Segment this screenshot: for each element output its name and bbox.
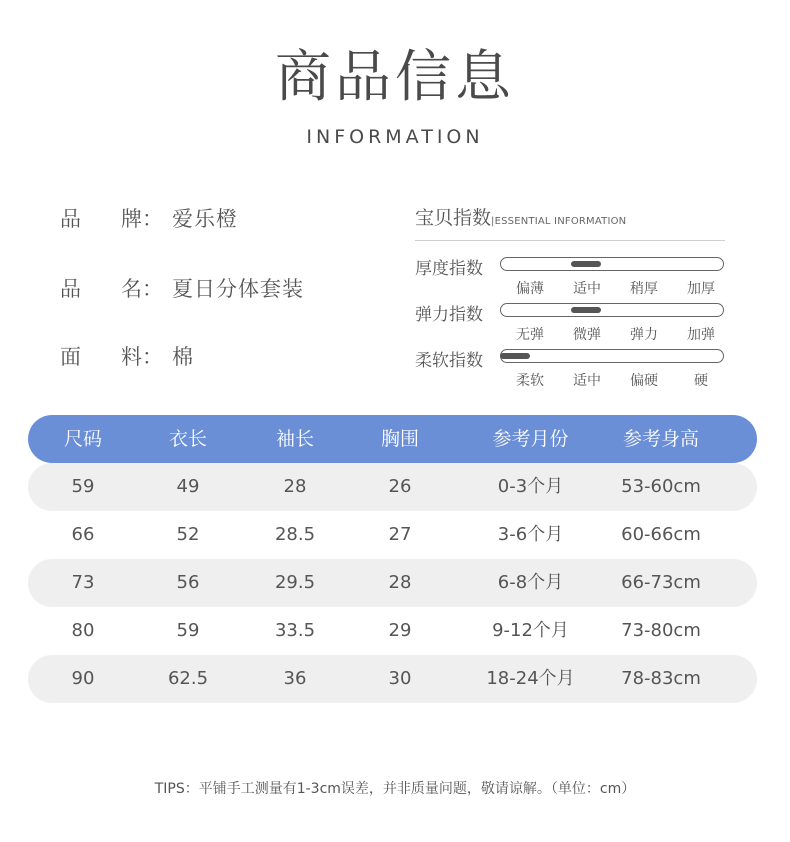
table-cell: 66 <box>71 524 95 545</box>
header-cell: 参考月份 <box>492 428 569 450</box>
table-row <box>28 655 757 703</box>
index-option: 加弹 <box>687 327 715 343</box>
info-label-a: 品 <box>60 277 81 301</box>
table-cell: 9-12个月 <box>492 620 569 641</box>
table-cell: 26 <box>388 476 412 497</box>
table-cell: 33.5 <box>274 620 316 641</box>
index-name: 柔软指数 <box>415 351 483 371</box>
table-cell: 28 <box>388 572 412 593</box>
table-cell: 27 <box>388 524 412 545</box>
info-label-a: 面 <box>60 345 81 369</box>
page-subtitle: INFORMATION <box>306 126 484 148</box>
index-track <box>500 303 724 317</box>
table-cell: 59 <box>71 476 95 497</box>
info-label <box>60 341 172 371</box>
table-cell: 3-6个月 <box>497 524 564 545</box>
header-cell: 尺码 <box>63 428 102 450</box>
table-cell: 6-8个月 <box>497 572 564 593</box>
table-cell: 29 <box>388 620 412 641</box>
table-cell: 30 <box>388 668 412 689</box>
info-label <box>60 273 172 303</box>
index-option: 硬 <box>694 373 708 389</box>
table-cell: 80 <box>71 620 95 641</box>
header-cell: 衣长 <box>168 428 207 450</box>
info-label <box>60 203 172 233</box>
info-material <box>60 341 194 371</box>
index-header <box>415 203 725 241</box>
header-cell: 胸围 <box>380 428 419 450</box>
index-option: 偏硬 <box>630 373 658 389</box>
table-cell: 28 <box>283 476 307 497</box>
info-value: 棉 <box>172 345 194 369</box>
index-option: 偏薄 <box>516 281 544 297</box>
table-row <box>28 559 757 607</box>
table-cell: 52 <box>176 524 200 545</box>
table-cell: 18-24个月 <box>486 668 575 689</box>
table-cell: 49 <box>176 476 200 497</box>
index-knob <box>500 353 530 359</box>
index-option: 加厚 <box>687 281 715 297</box>
info-brand <box>60 203 238 233</box>
tips-note: TIPS：平铺手工测量有1-3cm误差，并非质量问题，敬请谅解。（单位：cm） <box>154 781 636 797</box>
info-label-b: 牌： <box>121 207 163 231</box>
index-option: 无弹 <box>516 327 544 343</box>
info-product-name <box>60 273 304 303</box>
index-title: 宝贝指数 <box>415 207 492 229</box>
table-cell: 78-83cm <box>621 668 701 689</box>
table-cell: 36 <box>283 668 307 689</box>
table-cell: 56 <box>176 572 200 593</box>
table-cell: 28.5 <box>274 524 316 545</box>
index-options <box>500 370 730 390</box>
info-label-b: 料： <box>121 345 163 369</box>
page-title: 商品信息 <box>275 45 515 110</box>
table-cell: 90 <box>71 668 95 689</box>
table-row <box>28 463 757 511</box>
index-option: 柔软 <box>516 373 544 389</box>
index-option: 适中 <box>573 281 601 297</box>
info-label-b: 名： <box>121 277 163 301</box>
index-track <box>500 257 724 271</box>
index-name: 厚度指数 <box>415 259 483 279</box>
info-label-a: 品 <box>60 207 81 231</box>
table-cell: 62.5 <box>167 668 209 689</box>
index-knob <box>571 261 601 267</box>
index-knob <box>571 307 601 313</box>
index-option: 微弹 <box>573 327 601 343</box>
header-cell: 袖长 <box>275 428 314 450</box>
table-cell: 73-80cm <box>621 620 701 641</box>
table-cell: 73 <box>71 572 95 593</box>
index-subtitle: |ESSENTIAL INFORMATION <box>491 216 627 227</box>
table-row <box>28 607 757 655</box>
header-cell: 参考身高 <box>622 428 699 450</box>
index-option: 适中 <box>573 373 601 389</box>
table-cell: 53-60cm <box>621 476 701 497</box>
table-cell: 60-66cm <box>621 524 701 545</box>
table-row <box>28 511 757 559</box>
index-option: 稍厚 <box>630 281 658 297</box>
index-track <box>500 349 724 363</box>
size-table <box>28 415 757 703</box>
table-header <box>28 415 757 463</box>
index-name: 弹力指数 <box>415 305 483 325</box>
table-cell: 29.5 <box>274 572 316 593</box>
info-value: 爱乐橙 <box>172 207 238 231</box>
table-cell: 0-3个月 <box>497 476 564 497</box>
info-value: 夏日分体套装 <box>172 277 304 301</box>
index-option: 弹力 <box>630 327 658 343</box>
index-options <box>500 324 730 344</box>
table-cell: 59 <box>176 620 200 641</box>
index-options <box>500 278 730 298</box>
table-cell: 66-73cm <box>621 572 701 593</box>
